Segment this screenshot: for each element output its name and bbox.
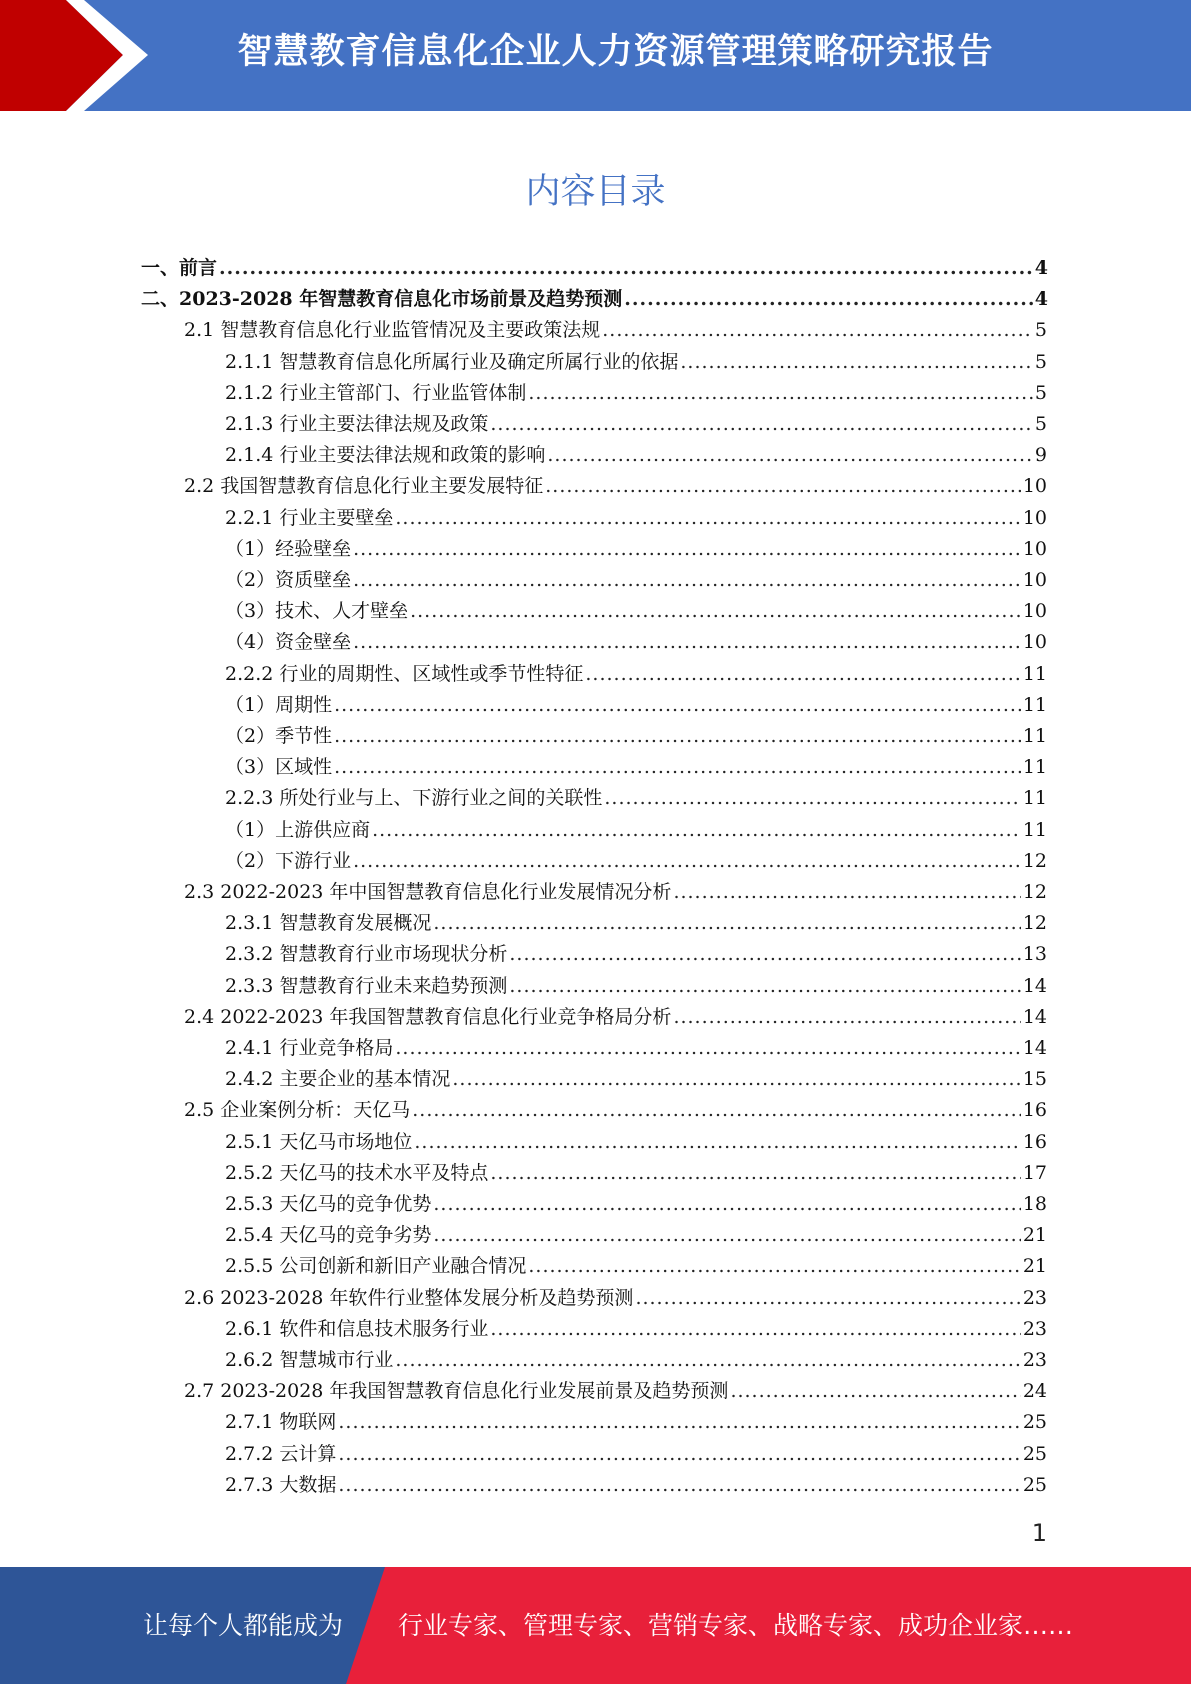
toc-entry-label: 2.7.1 物联网 — [225, 1411, 337, 1434]
toc-entry-page: 11 — [1022, 662, 1047, 685]
toc-entry-page: 10 — [1022, 600, 1047, 623]
toc-entry-label: 2.7.2 云计算 — [225, 1442, 337, 1465]
toc-entry[interactable] — [225, 1127, 1047, 1158]
toc-entry[interactable] — [225, 815, 1047, 846]
toc-entry-page: 25 — [1022, 1411, 1047, 1434]
toc-entry-page: 14 — [1022, 1005, 1047, 1028]
toc-entry[interactable] — [184, 1002, 1047, 1033]
toc-entry-label: 二、2023-2028 年智慧教育信息化市场前景及趋势预测 — [141, 288, 623, 311]
toc-entry-label: 2.5.3 天亿马的竞争优势 — [225, 1193, 432, 1215]
toc-entry[interactable] — [225, 1251, 1047, 1282]
toc-entry-page: 21 — [1022, 1255, 1047, 1278]
toc-entry[interactable] — [225, 1033, 1047, 1064]
toc-entry[interactable] — [184, 315, 1047, 346]
toc-leader-dots — [490, 1318, 1020, 1340]
toc-entry-label: 2.3.3 智慧教育行业未来趋势预测 — [225, 974, 508, 997]
toc-entry-page: 16 — [1022, 1130, 1047, 1153]
toc-entry-page: 12 — [1022, 912, 1047, 935]
toc-entry-page: 10 — [1022, 506, 1047, 529]
toc-entry-label: （1）经验壁垒 — [225, 537, 352, 560]
toc-entry-label: 2.1 智慧教育信息化行业监管情况及主要政策法规 — [184, 319, 601, 342]
footer-banner — [0, 1567, 1191, 1684]
footer-slogan-left: 让每个人都能成为 — [143, 1611, 344, 1640]
toc-entry-label: 2.4.2 主要企业的基本情况 — [225, 1068, 451, 1091]
toc-entry-label: 2.5.4 天亿马的竞争劣势 — [225, 1224, 432, 1247]
toc-leader-dots — [219, 257, 1033, 279]
toc-entry-page: 12 — [1022, 881, 1047, 903]
toc-entry[interactable] — [225, 1158, 1047, 1189]
toc-entry-page: 10 — [1022, 569, 1047, 591]
toc-leader-dots — [547, 444, 1033, 466]
toc-entry-page: 11 — [1022, 818, 1047, 841]
toc-entry[interactable] — [141, 253, 1048, 284]
toc-entry-page: 11 — [1022, 787, 1047, 810]
toc-entry[interactable] — [225, 1345, 1047, 1376]
toc-leader-dots — [528, 1255, 1020, 1277]
toc-entry-label: 2.1.1 智慧教育信息化所属行业及确定所属行业的依据 — [225, 350, 679, 373]
toc-entry-page: 21 — [1022, 1224, 1047, 1247]
toc-leader-dots — [338, 1474, 1020, 1496]
toc-entry-page: 23 — [1022, 1286, 1047, 1309]
toc-entry[interactable] — [225, 503, 1047, 534]
toc-entry-page: 10 — [1022, 475, 1047, 498]
toc-entry[interactable] — [225, 939, 1047, 970]
toc-leader-dots — [334, 694, 1021, 716]
toc-entry-page: 25 — [1022, 1473, 1047, 1496]
toc-leader-dots — [673, 1006, 1020, 1028]
toc-leader-dots — [673, 881, 1020, 903]
toc-entry-label: 2.1.3 行业主要法律法规及政策 — [225, 413, 489, 435]
toc-entry-page: 5 — [1034, 319, 1047, 342]
toc-entry-label: 2.2.3 所处行业与上、下游行业之间的关联性 — [225, 787, 603, 810]
toc-entry-label: （4）资金壁垒 — [225, 631, 352, 654]
toc-entry[interactable] — [225, 1064, 1047, 1095]
toc-leader-dots — [433, 912, 1020, 934]
toc-entry[interactable] — [225, 1220, 1047, 1251]
toc-entry[interactable] — [225, 378, 1047, 409]
toc-entry-label: 2.3 2022-2023 年中国智慧教育信息化行业发展情况分析 — [184, 881, 672, 903]
toc-entry-page: 11 — [1022, 693, 1047, 716]
toc-entry[interactable] — [225, 752, 1047, 783]
toc-entry[interactable] — [225, 534, 1047, 565]
toc-entry-page: 18 — [1022, 1193, 1047, 1215]
toc-entry-label: 2.4 2022-2023 年我国智慧教育信息化行业竞争格局分析 — [184, 1005, 672, 1028]
toc-entry-page: 11 — [1022, 725, 1047, 747]
toc-entry[interactable] — [225, 627, 1047, 658]
toc-entry-label: 一、前言 — [141, 257, 218, 279]
toc-entry-page: 14 — [1022, 1037, 1047, 1059]
toc-entry-page: 5 — [1034, 413, 1047, 435]
toc-leader-dots — [528, 382, 1033, 404]
toc-entry[interactable] — [141, 284, 1048, 315]
toc-entry-page: 11 — [1022, 756, 1047, 779]
toc-entry-label: （1）上游供应商 — [225, 818, 371, 841]
toc-leader-dots — [334, 756, 1021, 778]
toc-entry[interactable] — [225, 1189, 1047, 1220]
toc-leader-dots — [395, 1349, 1020, 1371]
toc-entry[interactable] — [225, 1439, 1047, 1470]
toc-entry-label: 2.5.5 公司创新和新旧产业融合情况 — [225, 1255, 527, 1278]
toc-entry[interactable] — [184, 471, 1047, 502]
toc-title: 内容目录 — [525, 172, 666, 212]
toc-entry-label: 2.7.3 大数据 — [225, 1473, 337, 1496]
toc-entry[interactable] — [184, 1095, 1047, 1126]
toc-entry-page: 12 — [1022, 849, 1047, 872]
toc-leader-dots — [604, 787, 1020, 809]
toc-entry-label: （1）周期性 — [225, 693, 333, 716]
toc-entry-label: （3）技术、人才壁垒 — [225, 600, 409, 623]
toc-entry[interactable] — [225, 971, 1047, 1002]
toc-leader-dots — [433, 1193, 1020, 1215]
toc-entry-label: 2.2 我国智慧教育信息化行业主要发展特征 — [184, 475, 544, 498]
toc-leader-dots — [635, 1287, 1020, 1309]
toc-entry-label: 2.1.4 行业主要法律法规和政策的影响 — [225, 444, 546, 467]
toc-entry-label: 2.4.1 行业竞争格局 — [225, 1037, 394, 1059]
toc-leader-dots — [509, 943, 1020, 965]
toc-entry-page: 13 — [1022, 943, 1047, 966]
toc-entry-label: 2.5.2 天亿马的技术水平及特点 — [225, 1161, 489, 1184]
toc-leader-dots — [490, 413, 1033, 435]
toc-leader-dots — [353, 850, 1021, 872]
toc-entry-page: 10 — [1022, 631, 1047, 654]
toc-entry-page: 14 — [1022, 974, 1047, 997]
toc-leader-dots — [395, 1037, 1020, 1059]
header-banner — [0, 0, 1191, 111]
toc-entry[interactable] — [225, 721, 1047, 752]
toc-entry[interactable] — [225, 596, 1047, 627]
toc-leader-dots — [353, 569, 1021, 591]
footer-slogan-right: 行业专家、管理专家、营销专家、战略专家、成功企业家…… — [398, 1611, 1074, 1640]
toc-entry[interactable] — [225, 846, 1047, 877]
toc-entry-page: 16 — [1022, 1099, 1047, 1122]
toc-entry[interactable] — [225, 347, 1047, 378]
toc-entry-page: 15 — [1022, 1068, 1047, 1091]
toc-entry[interactable] — [225, 908, 1047, 939]
toc-entry-page: 5 — [1034, 381, 1047, 404]
toc-leader-dots — [338, 1443, 1020, 1465]
toc-entry-label: 2.1.2 行业主管部门、行业监管体制 — [225, 381, 527, 404]
toc-leader-dots — [730, 1380, 1020, 1402]
toc-entry-label: （2）下游行业 — [225, 849, 352, 872]
toc-entry-label: 2.6.1 软件和信息技术服务行业 — [225, 1317, 489, 1340]
toc-entry-label: 2.2.1 行业主要壁垒 — [225, 506, 394, 529]
toc-entry-label: （2）资质壁垒 — [225, 569, 352, 591]
toc-entry-label: 2.6.2 智慧城市行业 — [225, 1349, 394, 1371]
toc-leader-dots — [624, 288, 1033, 310]
toc-leader-dots — [412, 1099, 1021, 1121]
toc-entry[interactable] — [225, 659, 1047, 690]
toc-entry[interactable] — [184, 1376, 1047, 1407]
toc-entry[interactable] — [184, 1283, 1047, 1314]
toc-entry-label: 2.6 2023-2028 年软件行业整体发展分析及趋势预测 — [184, 1286, 634, 1309]
toc-entry-page: 4 — [1034, 257, 1048, 279]
toc-entry[interactable] — [225, 565, 1047, 596]
toc-entry-page: 4 — [1034, 288, 1048, 311]
toc-entry-label: （3）区域性 — [225, 756, 333, 779]
toc-entry[interactable] — [225, 440, 1047, 471]
toc-entry[interactable] — [225, 1314, 1047, 1345]
toc-entry-page: 5 — [1034, 350, 1047, 373]
toc-entry-label: 2.5.1 天亿马市场地位 — [225, 1130, 413, 1153]
toc-leader-dots — [509, 975, 1020, 997]
toc-entry[interactable] — [225, 783, 1047, 814]
toc-leader-dots — [452, 1068, 1020, 1090]
toc-leader-dots — [545, 475, 1021, 497]
toc-entry-page: 25 — [1022, 1442, 1047, 1465]
toc-leader-dots — [414, 1131, 1020, 1153]
toc-entry-label: 2.3.1 智慧教育发展概况 — [225, 912, 432, 935]
toc-entry-page: 24 — [1022, 1380, 1047, 1403]
toc-entry-label: 2.5 企业案例分析：天亿马 — [184, 1099, 411, 1122]
toc-entry-label: （2）季节性 — [225, 725, 333, 747]
toc-entry-page: 23 — [1022, 1317, 1047, 1340]
toc-leader-dots — [372, 819, 1021, 841]
toc-entry-page: 23 — [1022, 1349, 1047, 1371]
toc-entry-page: 10 — [1022, 537, 1047, 560]
toc-leader-dots — [410, 600, 1021, 622]
toc-entry[interactable] — [225, 409, 1047, 440]
toc-entry-page: 17 — [1022, 1161, 1047, 1184]
toc-entry-label: 2.7 2023-2028 年我国智慧教育信息化行业发展前景及趋势预测 — [184, 1380, 729, 1403]
toc-entry[interactable] — [184, 877, 1047, 908]
toc-leader-dots — [602, 319, 1033, 341]
toc-leader-dots — [334, 725, 1021, 747]
toc-leader-dots — [585, 663, 1020, 685]
toc-leader-dots — [353, 538, 1021, 560]
toc-entry[interactable] — [225, 1407, 1047, 1438]
toc-leader-dots — [490, 1162, 1020, 1184]
toc-leader-dots — [338, 1411, 1020, 1433]
toc-leader-dots — [353, 631, 1021, 653]
toc-leader-dots — [395, 507, 1020, 529]
toc-entry-label: 2.2.2 行业的周期性、区域性或季节性特征 — [225, 662, 584, 685]
toc-entry[interactable] — [225, 690, 1047, 721]
toc-entry[interactable] — [225, 1470, 1047, 1501]
page-number: 1 — [1031, 1519, 1047, 1547]
toc-leader-dots — [433, 1224, 1020, 1246]
toc-leader-dots — [680, 351, 1033, 373]
toc-entry-page: 9 — [1034, 444, 1047, 467]
header-title: 智慧教育信息化企业人力资源管理策略研究报告 — [237, 32, 994, 72]
toc-entry-label: 2.3.2 智慧教育行业市场现状分析 — [225, 943, 508, 966]
